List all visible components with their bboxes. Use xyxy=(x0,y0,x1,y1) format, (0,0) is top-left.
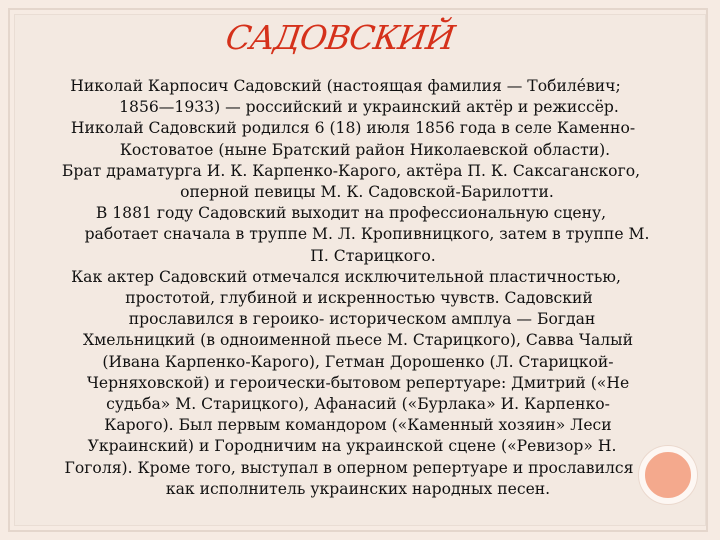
text-line: Карого). Был первым командором («Каменный хозяин» Леси xyxy=(104,416,612,435)
slide-body-text xyxy=(8,76,708,500)
text-line: прославился в героико- историческом амплуа — Богдан xyxy=(128,310,596,329)
text-line: Костоватое (ныне Братский район Николаевской области). xyxy=(119,140,611,159)
text-line: Николай Садовский родился 6 (18) июля 1856 года в селе Каменно- xyxy=(70,119,636,138)
text-line: В 1881 году Садовский выходит на профессиональную сцену, xyxy=(95,204,607,223)
text-line: П. Старицкого. xyxy=(310,246,436,265)
text-line: как исполнитель украинских народных песен. xyxy=(165,479,551,498)
text-line: Николай Карпосич Садовский (настоящая фамилия — Тобиле́вич; xyxy=(70,77,621,95)
text-line: Гоголя). Кроме того, выступал в оперном репертуаре и прославился xyxy=(64,458,634,477)
text-line: Как актер Садовский отмечался исключительной пластичностью, xyxy=(71,267,621,286)
text-line: судьба» М. Старицкого), Афанасий («Бурлака» И. Карпенко- xyxy=(106,395,610,414)
text-line: Хмельницкий (в одноименной пьесе М. Старицкого), Савва Чалый xyxy=(83,331,633,350)
text-line: Украинский) и Городничим на украинской сцене («Ревизор» Н. xyxy=(87,437,617,456)
text-line: оперной певицы М. К. Садовской-Барилотти. xyxy=(180,183,554,202)
text-line: Черняховской) и героически-бытовом репертуаре: Дмитрий («Не xyxy=(86,373,630,392)
text-line: 1856—1933) — российский и украинский актёр и режиссёр. xyxy=(119,98,619,117)
slide-title: САДОВСКИЙ xyxy=(223,18,457,57)
text-line: простотой, глубиной и искренностью чувств. Садовский xyxy=(125,289,593,308)
text-line: Брат драматурга И. К. Карпенко-Карого, актёра П. К. Саксаганского, xyxy=(61,161,641,180)
text-line: (Ивана Карпенко-Карого), Гетман Дорошенко (Л. Старицкой- xyxy=(102,352,614,371)
decorative-circle xyxy=(639,446,697,504)
text-line: работает сначала в труппе М. Л. Кропивницкого, затем в труппе М. xyxy=(84,225,650,244)
